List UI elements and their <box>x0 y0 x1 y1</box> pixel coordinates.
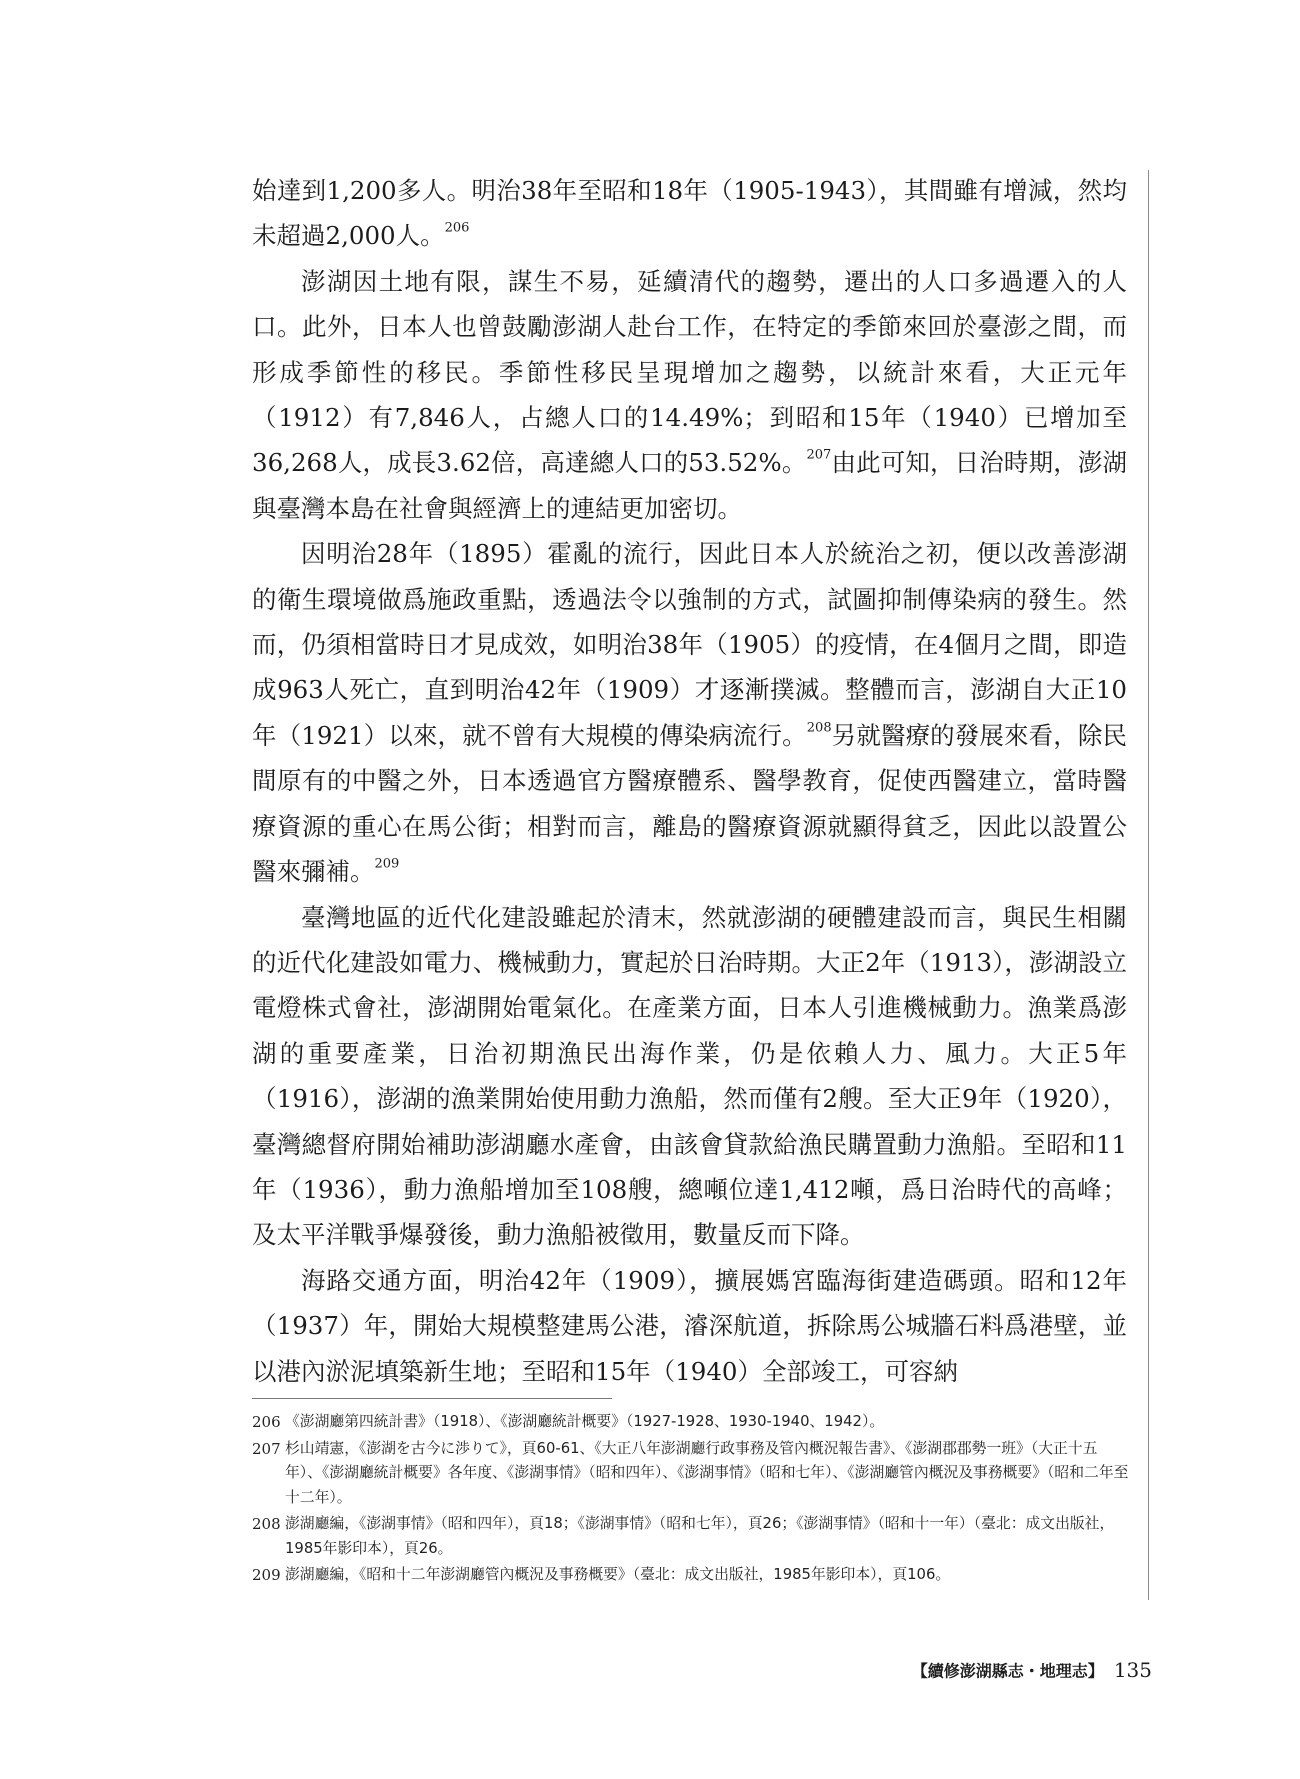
footnote-ref[interactable]: 207 <box>806 448 832 464</box>
body-text <box>252 168 1127 1394</box>
page-number: 135 <box>1113 1658 1152 1682</box>
margin-rule <box>1148 170 1149 1600</box>
footnote-text: 《澎湖廳第四統計書》（1918）、《澎湖廳統計概要》（1927-1928、1930-1940、1942）。 <box>285 1413 885 1430</box>
paragraph-tail: 由此可知，日治時期，澎湖與臺灣本島在社會與經濟上的連結更加密切。 <box>252 448 1127 523</box>
paragraph-text: 始達到1,200多人。明治38年至昭和18年（1905-1943），其間雖有增減，然均未超過2,000人。 <box>252 176 1127 251</box>
footnote-number: 208 <box>252 1515 281 1533</box>
paragraph-1 <box>252 168 1127 259</box>
paragraph-5 <box>252 1258 1127 1394</box>
footnote-209 <box>252 1563 1132 1588</box>
footnote-text: 杉山靖憲，《澎湖を古今に渉りて》，頁60-61、《大正八年澎湖廳行政事務及管內概況報告書》、《澎湖郡郡勢一班》（大正十五年）、《澎湖廳統計概要》各年度、《澎湖事情》（昭和四年）、《澎湖事情》（昭和七年）、《澎湖廳管內概況及事務概要》（昭和二年至十二年）。 <box>285 1439 1129 1506</box>
footnote-206 <box>252 1410 1132 1435</box>
footnote-number: 207 <box>252 1439 281 1458</box>
footnote-separator <box>252 1398 612 1399</box>
footnote-number: 209 <box>252 1566 281 1584</box>
paragraph-4 <box>252 895 1127 1258</box>
paragraph-tail: 另就醫療的發展來看，除民間原有的中醫之外，日本透過官方醫療體系、醫學教育，促使西醫建立，當時醫療資源的重心在馬公街；相對而言，離島的醫療資源就顯得貧乏，因此以設置公醫來彌補。 <box>252 720 1127 887</box>
footnote-207 <box>252 1437 1132 1511</box>
footnote-text: 澎湖廳編，《昭和十二年澎湖廳管內概況及事務概要》（臺北：成文出版社，1985年影印本），頁106。 <box>285 1566 951 1583</box>
footnote-208 <box>252 1512 1132 1561</box>
paragraph-2 <box>252 259 1127 531</box>
footnote-text: 澎湖廳編，《澎湖事情》（昭和四年），頁18；《澎湖事情》（昭和七年），頁26；《澎湖事情》（昭和十一年）（臺北：成文出版社，1985年影印本），頁26。 <box>285 1515 1115 1557</box>
footnotes <box>252 1410 1132 1590</box>
paragraph-3 <box>252 531 1127 894</box>
paragraph-text: 因明治28年（1895）霍亂的流行，因此日本人於統治之初，便以改善澎湖的衛生環境做爲施政重點，透過法令以強制的方式，試圖抑制傳染病的發生。然而，仍須相當時日才見成效，如明治38年（1905）的疫情，在4個月之間，即造成963人死亡，直到明治42年（1909）才逐漸撲滅。整體而言，澎湖自大正10年（1921）以來，就不曾有大規模的傳染病流行。 <box>252 539 1127 750</box>
footnote-ref[interactable]: 209 <box>374 856 400 872</box>
paragraph-text: 臺灣地區的近代化建設雖起於清末，然就澎湖的硬體建設而言，與民生相關的近代化建設如電力、機械動力，實起於日治時期。大正2年（1913），澎湖設立電燈株式會社，澎湖開始電氣化。在產業方面，日本人引進機械動力。漁業爲澎湖的重要產業，日治初期漁民出海作業，仍是依賴人力、風力。大正5年（1916），澎湖的漁業開始使用動力漁船，然而僅有2艘。至大正9年（1920），臺灣總督府開始補助澎湖廳水產會，由該會貸款給漁民購置動力漁船。至昭和11年（1936），動力漁船增加至108艘，總噸位達1,412噸，爲日治時代的高峰；及太平洋戰爭爆發後，動力漁船被徵用，數量反而下降。 <box>252 902 1127 1250</box>
footnote-number: 206 <box>252 1413 281 1431</box>
series-title: 【續修澎湖縣志・地理志】 <box>911 1661 1104 1681</box>
paragraph-text: 澎湖因土地有限，謀生不易，延續清代的趨勢，遷出的人口多過遷入的人口。此外，日本人也曾鼓勵澎湖人赴台工作，在特定的季節來回於臺澎之間，而形成季節性的移民。季節性移民呈現增加之趨勢，以統計來看，大正元年（1912）有7,846人，占總人口的14.49%；到昭和15年（1940）已增加至36,268人，成長3.62倍，高達總人口的53.52%。 <box>252 266 1127 478</box>
footnote-ref[interactable]: 208 <box>806 720 832 736</box>
footnote-ref[interactable]: 206 <box>444 221 470 237</box>
page-footer <box>870 1658 1152 1682</box>
paragraph-text: 海路交通方面，明治42年（1909），擴展媽宮臨海街建造碼頭。昭和12年（1937）年，開始大規模整建馬公港，濬深航道，拆除馬公城牆石料爲港壁，並以港內淤泥填築新生地；至昭和15年（1940）全部竣工，可容納 <box>252 1265 1127 1386</box>
